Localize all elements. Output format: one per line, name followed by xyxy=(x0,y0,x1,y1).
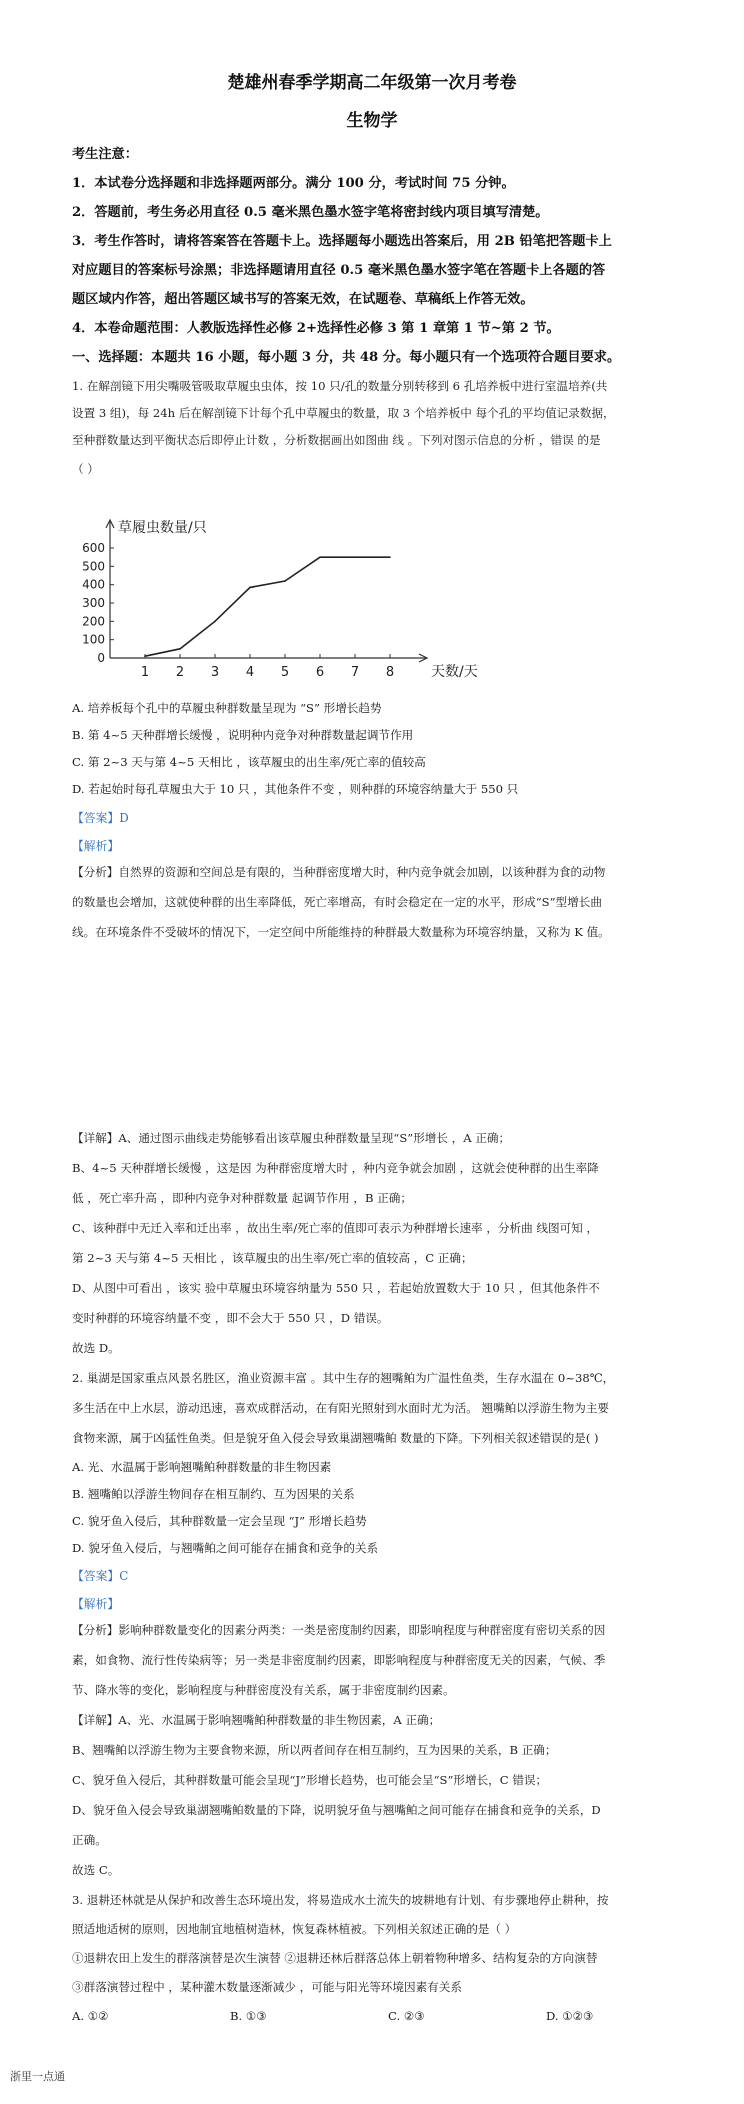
q1-answer: 【答案】D xyxy=(72,811,129,825)
x-tick-label: 6 xyxy=(315,665,325,678)
q2-option-a[interactable]: A. 光、水温属于影响翘嘴鲌种群数量的非生物因素 xyxy=(72,1460,332,1474)
section-heading: 一、选择题：本题共 16 小题，每小题 3 分，共 48 分。每小题只有一个选项符合题目要求。 xyxy=(72,350,621,365)
q2-stem: 食物来源，属于凶猛性鱼类。但是貌牙鱼入侵会导致巢湖翘嘴鲌 数量的下降。下列相关叙述错误的是( ) xyxy=(72,1431,599,1445)
q2-analysis-label: 【解析】 xyxy=(72,1597,120,1611)
q1-option-a[interactable]: A. 培养板每个孔中的草履虫种群数量呈现为 “S” 形增长趋势 xyxy=(72,701,382,715)
footer-watermark: 浙里一点通 xyxy=(10,2070,65,2083)
notice-line: 1．本试卷分选择题和非选择题两部分。满分 100 分，考试时间 75 分钟。 xyxy=(72,176,515,191)
q2-analysis: 【分析】影响种群数量变化的因素分两类：一类是密度制约因素，即影响程度与种群密度有密切关系的因 xyxy=(72,1623,606,1637)
q2-detail: 【详解】A、光、水温属于影响翘嘴鲌种群数量的非生物因素，A 正确； xyxy=(72,1713,441,1727)
notice-line: 对应题目的答案标号涂黑；非选择题请用直径 0.5 毫米黑色墨水签字笔在答题卡上各题的答 xyxy=(72,263,606,278)
q2-option-d[interactable]: D. 貌牙鱼入侵后，与翘嘴鲌之间可能存在捕食和竞争的关系 xyxy=(72,1541,379,1555)
data-point xyxy=(389,556,391,558)
q2-option-b[interactable]: B. 翘嘴鲌以浮游生物间存在相互制约、互为因果的关系 xyxy=(72,1487,355,1501)
y-axis-label: 草履虫数量/只 xyxy=(118,520,207,536)
q2-analysis: 节、降水等的变化，影响程度与种群密度没有关系，属于非密度制约因素。 xyxy=(72,1683,455,1697)
y-tick-label: 300 xyxy=(82,596,105,610)
data-point xyxy=(144,655,146,657)
subject-title: 生物学 xyxy=(346,111,398,131)
q1-stem: （ ） xyxy=(72,462,99,476)
y-tick-label: 0 xyxy=(97,651,105,665)
q3-stem: 照适地适树的原则，因地制宜地植树造林，恢复森林植被。下列相关叙述正确的是（ ） xyxy=(72,1922,517,1936)
q2-analysis: 素，如食物、流行性传染病等；另一类是非密度制约因素，即影响程度与种群密度无关的因素，气候、季 xyxy=(72,1653,606,1667)
q3-stem: ③群落演替过程中 ，某种灌木数量逐渐减少 ，可能与阳光等环境因素有关系 xyxy=(72,1980,462,1994)
q2-detail: 故选 C。 xyxy=(72,1863,120,1877)
y-tick-label: 500 xyxy=(82,559,105,574)
q1-detail: 故选 D。 xyxy=(72,1341,120,1355)
q1-detail: C、该种群中无迁入率和迁出率 ，故出生率/死亡率的值即可表示为种群增长速率 ，分析曲 线图可知 ， xyxy=(72,1221,599,1235)
data-point xyxy=(179,648,181,650)
q1-analysis-label: 【解析】 xyxy=(72,839,120,853)
notice-line: 2．答题前，考生务必用直径 0.5 毫米黑色墨水签字笔将密封线内项目填写清楚。 xyxy=(72,205,549,220)
q1-detail: 第 2~3 天与第 4~5 天相比 ，该草履虫的出生率/死亡率的值较高 ，C 正确； xyxy=(72,1251,473,1265)
notice-heading: 考生注意： xyxy=(72,147,138,162)
population-curve xyxy=(145,557,390,656)
q1-analysis: 线。在环境条件不受破坏的情况下，一定空间中所能维持的种群最大数量称为环境容纳量，又称为 K 值。 xyxy=(72,925,610,939)
population-line-chart xyxy=(72,508,492,678)
notice-line: 3．考生作答时，请将答案答在答题卡上。选择题每小题选出答案后，用 2B 铅笔把答题卡上 xyxy=(72,234,612,249)
q1-stem: 至种群数量达到平衡状态后即停止计数 ，分析数据画出如图曲 线 。下列对图示信息的分析 ，错误 的是 xyxy=(72,433,601,447)
q3-stem: ①退耕农田上发生的群落演替是次生演替 ②退耕还林后群落总体上朝着物种增多、结构复杂的方向演替 xyxy=(72,1951,598,1965)
x-tick-label: 7 xyxy=(350,665,360,678)
q1-detail: D、从图中可看出 ，该实 验中草履虫环境容纳量为 550 只 ，若起始放置数大于 10 只 ，但其他条件不 xyxy=(72,1281,600,1295)
notice-line: 4．本卷命题范围：人教版选择性必修 2+选择性必修 3 第 1 章第 1 节~第 2 节。 xyxy=(72,321,560,336)
q1-option-b[interactable]: B. 第 4~5 天种群增长缓慢 ，说明种内竞争对种群数量起调节作用 xyxy=(72,728,414,742)
q1-stem: 设置 3 组)，每 24h 后在解剖镜下计每个孔中草履虫的数量，取 3 个培养板中 每个孔的平均值记录数据， xyxy=(72,406,615,420)
y-tick-label: 200 xyxy=(82,614,105,629)
q2-stem: 2. 巢湖是国家重点风景名胜区，渔业资源丰富 。其中生存的翘嘴鲌为广温性鱼类，生存水温在 0~38℃， xyxy=(72,1371,615,1385)
y-tick-label: 600 xyxy=(82,541,105,555)
q1-analysis: 的数量也会增加，这就使种群的出生率降低，死亡率增高，有时会稳定在一定的水平，形成“S”型增长曲 xyxy=(72,895,602,909)
x-tick-label: 4 xyxy=(245,665,255,678)
data-point xyxy=(284,580,286,582)
q3-stem: 3. 退耕还林就是从保护和改善生态环境出发，将易造成水土流失的坡耕地有计划、有步骤地停止耕种，按 xyxy=(72,1893,609,1907)
x-tick-label: 1 xyxy=(140,665,150,678)
x-tick-label: 8 xyxy=(385,665,395,678)
data-point xyxy=(354,556,356,558)
notice-line: 题区域内作答，超出答题区域书写的答案无效，在试题卷、草稿纸上作答无效。 xyxy=(72,292,534,307)
q2-stem: 多生活在中上水层，游动迅速，喜欢成群活动，在有阳光照射到水面时尤为活。 翘嘴鲌以浮游生物为主要 xyxy=(72,1401,610,1415)
q1-analysis: 【分析】自然界的资源和空间总是有限的，当种群密度增大时，种内竞争就会加剧，以该种群为食的动物 xyxy=(72,865,606,879)
x-axis-label: 天数/天 xyxy=(431,664,478,678)
q3-option-a[interactable]: A. ①② xyxy=(72,2009,109,2023)
q1-detail: 低 ，死亡率升高 ，即种内竞争对种群数量 起调节作用 ，B 正确； xyxy=(72,1191,412,1205)
exam-title: 楚雄州春季学期高二年级第一次月考卷 xyxy=(227,73,517,93)
y-tick-label: 100 xyxy=(82,632,105,647)
data-point xyxy=(214,621,216,623)
y-tick-label: 400 xyxy=(82,577,105,592)
x-tick-label: 3 xyxy=(210,665,220,678)
q2-detail: B、翘嘴鲌以浮游生物为主要食物来源，所以两者间存在相互制约，互为因果的关系，B 正确； xyxy=(72,1743,557,1757)
x-tick-label: 2 xyxy=(175,665,185,678)
q2-detail: C、貌牙鱼入侵后，其种群数量可能会呈现“J”形增长趋势，也可能会呈“S”形增长，C 错误； xyxy=(72,1773,548,1787)
q1-detail: B、4~5 天种群增长缓慢 ，这是因 为种群密度增大时 ，种内竞争就会加剧 ，这就会使种群的出生率降 xyxy=(72,1161,599,1175)
q1-option-c[interactable]: C. 第 2~3 天与第 4~5 天相比 ，该草履虫的出生率/死亡率的值较高 xyxy=(72,755,426,769)
q1-stem: 1. 在解剖镜下用尖嘴吸管吸取草履虫虫体，按 10 只/孔的数量分别转移到 6 孔培养板中进行室温培养(共 xyxy=(72,379,608,393)
data-point xyxy=(249,587,251,589)
q1-detail: 【详解】A、通过图示曲线走势能够看出该草履虫种群数量呈现“S”形增长 ，A 正确； xyxy=(72,1131,511,1145)
q2-option-c[interactable]: C. 貌牙鱼入侵后，其种群数量一定会呈现 “J” 形增长趋势 xyxy=(72,1514,367,1528)
q3-option-d[interactable]: D. ①②③ xyxy=(546,2009,594,2023)
q2-detail: 正确。 xyxy=(72,1833,107,1847)
data-point xyxy=(319,556,321,558)
q3-option-c[interactable]: C. ②③ xyxy=(388,2009,425,2023)
q3-option-b[interactable]: B. ①③ xyxy=(230,2009,267,2023)
q1-option-d[interactable]: D. 若起始时每孔草履虫大于 10 只 ，其他条件不变 ，则种群的环境容纳量大于 550 只 xyxy=(72,782,519,796)
x-tick-label: 5 xyxy=(280,665,290,678)
q2-answer: 【答案】C xyxy=(72,1569,129,1583)
q2-detail: D、貌牙鱼入侵会导致巢湖翘嘴鲌数量的下降，说明貌牙鱼与翘嘴鲌之间可能存在捕食和竞争的关系，D xyxy=(72,1803,601,1817)
q1-detail: 变时种群的环境容纳量不变 ，即不会大于 550 只 ，D 错误。 xyxy=(72,1311,389,1325)
